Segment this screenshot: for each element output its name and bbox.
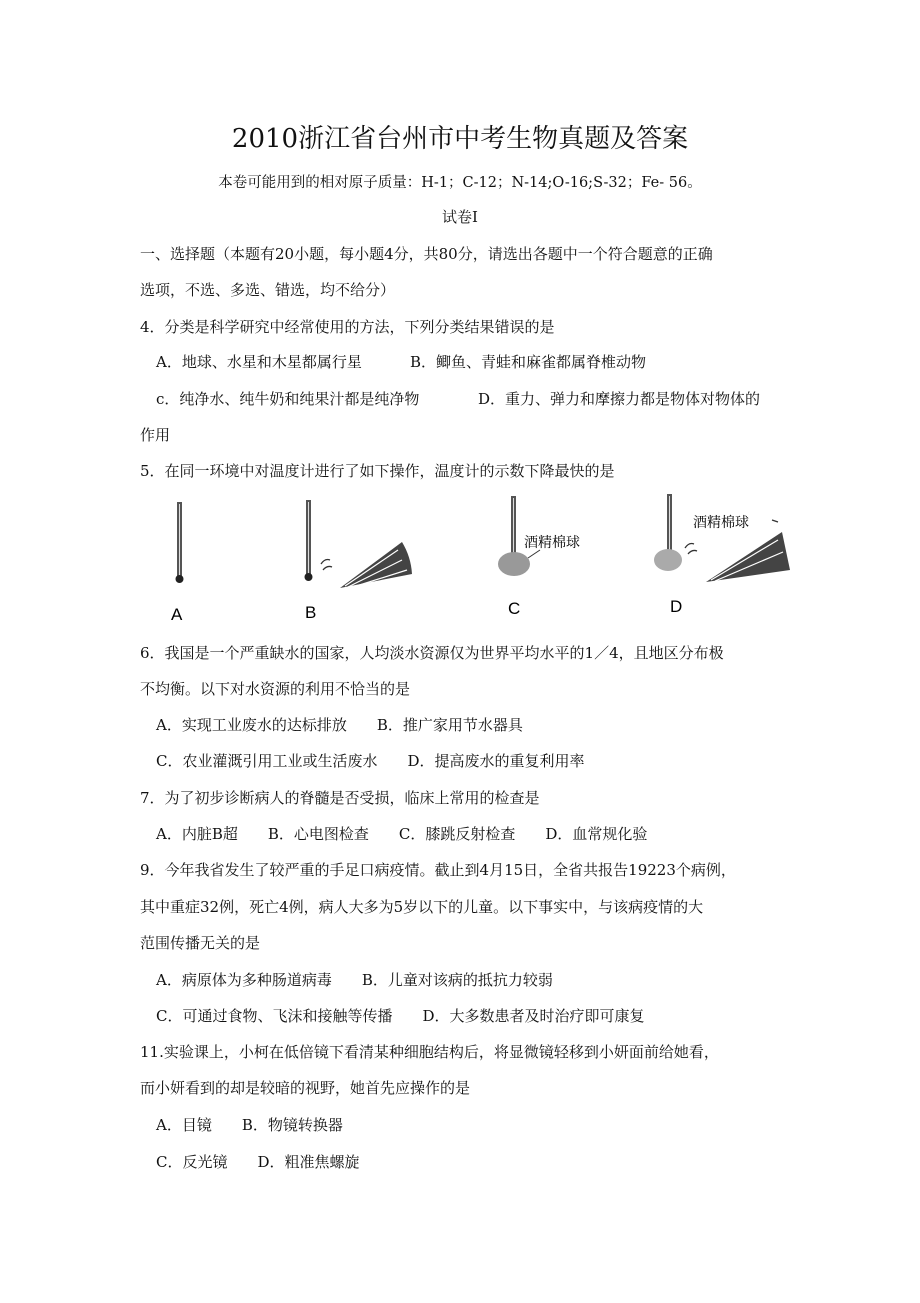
q4-option-d: D．重力、弹力和摩擦力都是物体对物体的 bbox=[478, 390, 761, 408]
fig-label-d: D bbox=[670, 597, 683, 616]
cotton-ball-c-icon bbox=[498, 552, 530, 576]
instructions-line-1: 一、选择题（本题有20小题，每小题4分，共80分，请选出各题中一个符合题意的正确 bbox=[140, 245, 713, 263]
thermometer-a-icon bbox=[176, 502, 184, 583]
q9-stem-2: 其中重症32例，死亡4例，病人大多为5岁以下的儿童。以下事实中，与该病疫情的大 bbox=[140, 898, 704, 916]
q4-option-b: B．鲫鱼、青蛙和麻雀都属脊椎动物 bbox=[410, 353, 647, 371]
q9-options-ab: A．病原体为多种肠道病毒 B．儿童对该病的抵抗力较弱 bbox=[156, 971, 553, 989]
thermometer-b-icon bbox=[305, 500, 313, 581]
instructions-line-2: 选项，不选、多选、错选，均不给分） bbox=[140, 281, 396, 299]
q9-stem-3: 范围传播无关的是 bbox=[140, 934, 261, 952]
q11-options-ab: A．目镜 B．物镜转换器 bbox=[156, 1116, 343, 1134]
q5-thermometer-figure bbox=[140, 490, 790, 630]
q5-stem: 5．在同一环境中对温度计进行了如下操作，温度计的示数下降最快的是 bbox=[140, 462, 615, 480]
q6-options-ab: A．实现工业废水的达标排放 B．推广家用节水器具 bbox=[156, 716, 523, 734]
q4-option-a: A．地球、水星和木星都属行星 bbox=[156, 353, 362, 371]
q9-options-cd: C．可通过食物、飞沫和接触等传播 D．大多数患者及时治疗即可康复 bbox=[156, 1007, 645, 1025]
q4-option-d-cont: 作用 bbox=[140, 426, 171, 444]
q6-stem-2: 不均衡。以下对水资源的利用不恰当的是 bbox=[140, 680, 411, 698]
q6-options-cd: C．农业灌溉引用工业或生活废水 D．提高废水的重复利用率 bbox=[156, 752, 585, 770]
fig-label-a: A bbox=[171, 605, 183, 624]
q9-stem-1: 9．今年我省发生了较严重的手足口病疫情。截止到4月15日，全省共报告19223个病例， bbox=[140, 861, 736, 879]
thermometer-d-icon bbox=[667, 494, 672, 556]
atomic-masses-note: 本卷可能用到的相对原子质量：H-1；C-12；N-14;O-16;S-32；Fe- 56。 bbox=[218, 175, 702, 191]
fig-c-cotton-label: 酒精棉球 bbox=[524, 535, 580, 551]
page-title: 2010浙江省台州市中考生物真题及答案 bbox=[231, 124, 689, 154]
q7-stem: 7．为了初步诊断病人的脊髓是否受损，临床上常用的检查是 bbox=[140, 789, 540, 807]
fig-d-cotton-label: 酒精棉球 bbox=[693, 515, 749, 531]
cotton-ball-d-icon bbox=[654, 549, 682, 571]
fig-label-b: B bbox=[305, 603, 317, 622]
q7-options: A．内脏B超 B．心电图检查 C．膝跳反射检查 D．血常规化验 bbox=[156, 825, 648, 843]
q11-stem-2: 而小妍看到的却是较暗的视野，她首先应操作的是 bbox=[140, 1079, 471, 1097]
fig-label-c: C bbox=[508, 599, 521, 618]
fan-b-icon bbox=[321, 542, 412, 588]
q6-stem-1: 6．我国是一个严重缺水的国家，人均淡水资源仅为世界平均水平的1／4，且地区分布极 bbox=[140, 644, 724, 662]
q11-stem-1: 11.实验课上，小柯在低倍镜下看清某种细胞结构后，将显微镜轻移到小妍面前给她看， bbox=[140, 1043, 719, 1061]
q11-options-cd: C．反光镜 D．粗准焦螺旋 bbox=[156, 1153, 360, 1171]
q4-option-c: c．纯净水、纯牛奶和纯果汁都是纯净物 bbox=[156, 390, 420, 408]
section-title: 试卷Ⅰ bbox=[442, 208, 478, 226]
q4-stem: 4．分类是科学研究中经常使用的方法，下列分类结果错误的是 bbox=[140, 318, 555, 336]
